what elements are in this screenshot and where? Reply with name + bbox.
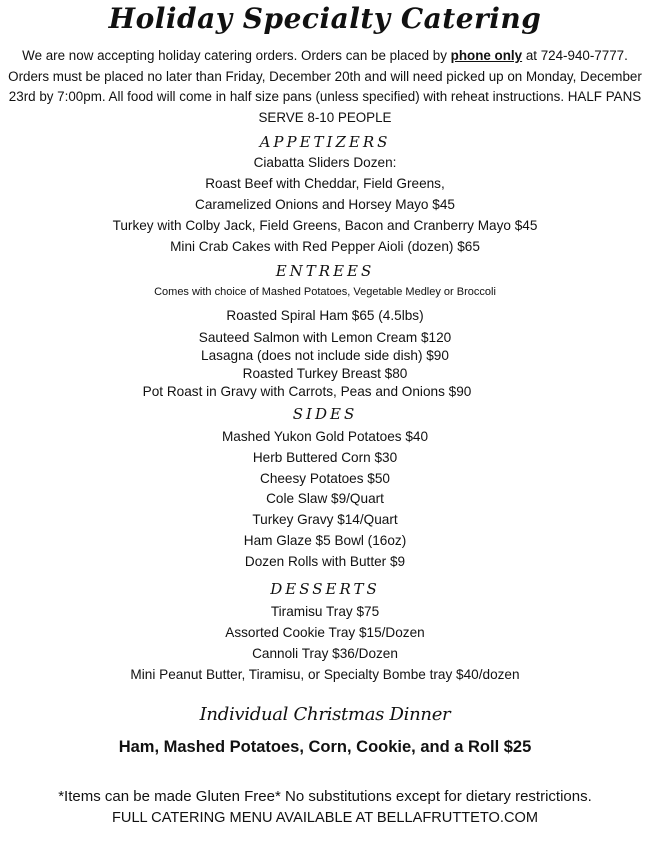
entree-item: Pot Roast in Gravy with Carrots, Peas and Onions $90 — [142, 384, 472, 399]
dessert-item: Assorted Cookie Tray $15/Dozen — [225, 625, 425, 640]
dessert-item: Cannoli Tray $36/Dozen — [252, 646, 398, 661]
side-item: Mashed Yukon Gold Potatoes $40 — [221, 429, 429, 444]
intro-paragraph — [8, 46, 642, 128]
page-title: Holiday Specialty Catering — [108, 2, 542, 35]
appetizer-item: Caramelized Onions and Horsey Mayo $45 — [195, 197, 455, 212]
entree-item: Roasted Spiral Ham $65 (4.5lbs) — [226, 308, 424, 323]
side-item: Turkey Gravy $14/Quart — [252, 512, 398, 527]
intro-text-1: We are now accepting holiday catering orders. Orders can be placed by — [22, 48, 451, 63]
appetizer-item: Ciabatta Sliders Dozen: — [253, 155, 397, 170]
appetizer-item: Roast Beef with Cheddar, Field Greens, — [205, 176, 445, 191]
sides-heading: SIDES — [292, 405, 358, 423]
intro-text-2: at 724-940-7777. Orders must be placed no later than Friday, December 20th and will need picked up on Monday, December 23rd by 7:00pm. All food will come in half size pans (unless specified) with reheat instructions. HALF PANS SERVE 8-10 PEOPLE — [8, 48, 642, 125]
dessert-item: Tiramisu Tray $75 — [270, 604, 380, 619]
appetizer-item: Mini Crab Cakes with Red Pepper Aioli (dozen) $65 — [170, 239, 480, 254]
entrees-note: Comes with choice of Mashed Potatoes, Vegetable Medley or Broccoli — [154, 286, 496, 298]
side-item: Herb Buttered Corn $30 — [252, 450, 398, 465]
entree-item: Lasagna (does not include side dish) $90 — [201, 348, 449, 363]
gluten-free-note: *Items can be made Gluten Free* No substitutions except for dietary restrictions. — [58, 788, 592, 805]
side-item: Cheesy Potatoes $50 — [260, 471, 390, 486]
intro-emphasis: phone only — [450, 48, 523, 63]
dessert-item: Mini Peanut Butter, Tiramisu, or Specialty Bombe tray $40/dozen — [130, 667, 520, 682]
desserts-heading: DESSERTS — [270, 580, 380, 598]
appetizers-heading: APPETIZERS — [259, 133, 391, 151]
entrees-heading: ENTREES — [275, 262, 375, 280]
full-menu-note: FULL CATERING MENU AVAILABLE AT BELLAFRUTTETO.COM — [111, 810, 539, 826]
entree-item: Sauteed Salmon with Lemon Cream $120 — [198, 330, 452, 345]
individual-dinner-item: Ham, Mashed Potatoes, Corn, Cookie, and a Roll $25 — [118, 738, 532, 756]
appetizer-item: Turkey with Colby Jack, Field Greens, Bacon and Cranberry Mayo $45 — [112, 218, 538, 233]
side-item: Ham Glaze $5 Bowl (16oz) — [243, 533, 407, 548]
side-item: Dozen Rolls with Butter $9 — [244, 554, 406, 569]
side-item: Cole Slaw $9/Quart — [266, 491, 384, 506]
entree-item: Roasted Turkey Breast $80 — [242, 366, 408, 381]
individual-dinner-heading: Individual Christmas Dinner — [199, 704, 451, 725]
